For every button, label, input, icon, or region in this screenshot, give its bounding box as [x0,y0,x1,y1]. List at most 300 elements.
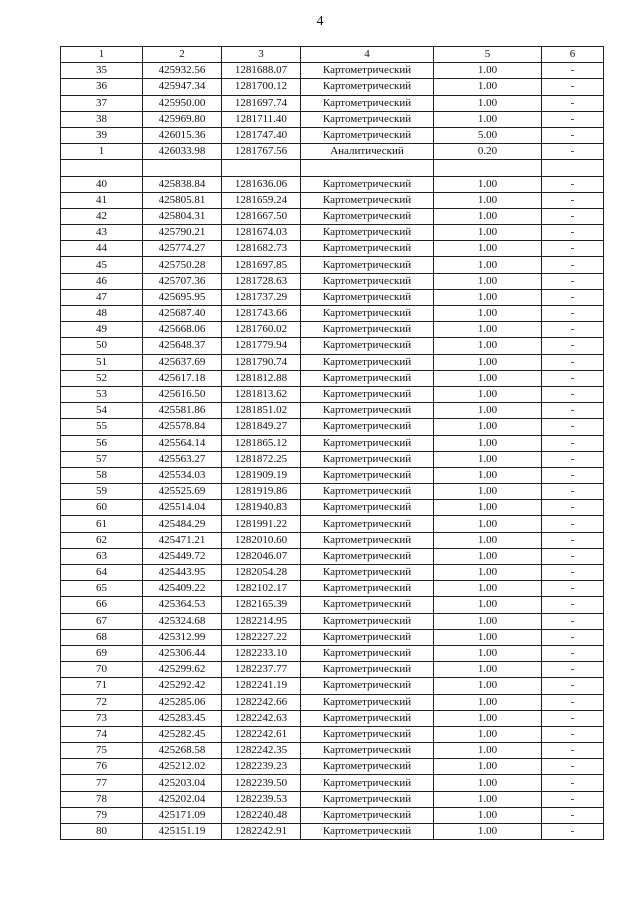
x-coordinate-cell: 425969.80 [143,111,222,127]
x-coordinate-cell: 425409.22 [143,581,222,597]
table-row [61,127,604,143]
method-cell: Картометрический [301,225,434,241]
table-row [61,484,604,500]
table-row [61,289,604,305]
point-number-cell: 36 [61,79,143,95]
method-cell: Картометрический [301,386,434,402]
method-cell: Картометрический [301,370,434,386]
table-row [61,225,604,241]
point-number-cell: 66 [61,597,143,613]
table-row [61,710,604,726]
accuracy-cell: 1.00 [434,79,542,95]
x-coordinate-cell: 425581.86 [143,403,222,419]
point-number-cell: 79 [61,807,143,823]
x-coordinate-cell: 425171.09 [143,807,222,823]
accuracy-cell: 1.00 [434,824,542,840]
note-cell: - [542,694,604,710]
table-row [61,419,604,435]
y-coordinate-cell: 1281636.06 [222,176,301,192]
note-cell: - [542,127,604,143]
point-number-cell: 40 [61,176,143,192]
table-row [61,726,604,742]
table-row [61,160,604,176]
method-cell: Картометрический [301,338,434,354]
y-coordinate-cell: 1281659.24 [222,192,301,208]
method-cell: Картометрический [301,645,434,661]
y-coordinate-cell: 1282242.63 [222,710,301,726]
point-number-cell: 49 [61,322,143,338]
accuracy-cell: 5.00 [434,127,542,143]
note-cell: - [542,743,604,759]
accuracy-cell: 1.00 [434,386,542,402]
x-coordinate-cell: 425449.72 [143,548,222,564]
y-coordinate-cell: 1281711.40 [222,111,301,127]
note-cell: - [542,419,604,435]
table-row [61,629,604,645]
note-cell: - [542,208,604,224]
note-cell: - [542,759,604,775]
x-coordinate-cell [143,160,222,176]
y-coordinate-cell: 1282239.53 [222,791,301,807]
x-coordinate-cell: 425283.45 [143,710,222,726]
note-cell: - [542,678,604,694]
point-number-cell: 56 [61,435,143,451]
accuracy-cell: 1.00 [434,775,542,791]
x-coordinate-cell: 425668.06 [143,322,222,338]
y-coordinate-cell: 1282046.07 [222,548,301,564]
note-cell [542,160,604,176]
accuracy-cell: 1.00 [434,241,542,257]
accuracy-cell: 1.00 [434,403,542,419]
y-coordinate-cell: 1282242.91 [222,824,301,840]
note-cell: - [542,306,604,322]
point-number-cell: 45 [61,257,143,273]
accuracy-cell: 1.00 [434,629,542,645]
method-cell: Картометрический [301,419,434,435]
x-coordinate-cell: 425151.19 [143,824,222,840]
y-coordinate-cell: 1281812.88 [222,370,301,386]
y-coordinate-cell: 1281697.85 [222,257,301,273]
accuracy-cell: 1.00 [434,791,542,807]
accuracy-cell: 1.00 [434,516,542,532]
method-cell: Картометрический [301,95,434,111]
accuracy-cell: 1.00 [434,807,542,823]
table-row [61,662,604,678]
method-cell: Картометрический [301,500,434,516]
accuracy-cell: 1.00 [434,678,542,694]
note-cell: - [542,467,604,483]
note-cell: - [542,354,604,370]
y-coordinate-cell: 1282214.95 [222,613,301,629]
method-cell: Картометрический [301,629,434,645]
method-cell: Картометрический [301,451,434,467]
method-cell: Картометрический [301,273,434,289]
y-coordinate-cell: 1281919.86 [222,484,301,500]
y-coordinate-cell: 1281747.40 [222,127,301,143]
y-coordinate-cell: 1282242.35 [222,743,301,759]
y-coordinate-cell: 1281682.73 [222,241,301,257]
method-cell: Картометрический [301,322,434,338]
x-coordinate-cell: 425804.31 [143,208,222,224]
point-number-cell: 73 [61,710,143,726]
y-coordinate-cell: 1281728.63 [222,273,301,289]
y-coordinate-cell: 1281767.56 [222,144,301,160]
table-row [61,516,604,532]
point-number-cell [61,160,143,176]
x-coordinate-cell: 425838.84 [143,176,222,192]
accuracy-cell: 1.00 [434,548,542,564]
coordinates-table [60,46,604,840]
note-cell: - [542,192,604,208]
note-cell: - [542,370,604,386]
y-coordinate-cell: 1281688.07 [222,63,301,79]
method-cell: Картометрический [301,257,434,273]
table-row [61,678,604,694]
table-row [61,451,604,467]
column-header: 1 [61,47,143,63]
note-cell: - [542,629,604,645]
point-number-cell: 41 [61,192,143,208]
y-coordinate-cell [222,160,301,176]
note-cell: - [542,386,604,402]
accuracy-cell: 1.00 [434,176,542,192]
table-row [61,95,604,111]
y-coordinate-cell: 1281909.19 [222,467,301,483]
note-cell: - [542,257,604,273]
accuracy-cell: 1.00 [434,225,542,241]
note-cell: - [542,613,604,629]
accuracy-cell: 1.00 [434,467,542,483]
y-coordinate-cell: 1282239.50 [222,775,301,791]
x-coordinate-cell: 425578.84 [143,419,222,435]
y-coordinate-cell: 1281790.74 [222,354,301,370]
y-coordinate-cell: 1281760.02 [222,322,301,338]
table-row [61,306,604,322]
accuracy-cell: 1.00 [434,63,542,79]
point-number-cell: 55 [61,419,143,435]
table-row [61,273,604,289]
method-cell: Картометрический [301,208,434,224]
table-row [61,565,604,581]
y-coordinate-cell: 1282165.39 [222,597,301,613]
table-row [61,581,604,597]
note-cell: - [542,338,604,354]
note-cell: - [542,273,604,289]
x-coordinate-cell: 425617.18 [143,370,222,386]
header-row [61,47,604,63]
x-coordinate-cell: 425950.00 [143,95,222,111]
note-cell: - [542,225,604,241]
x-coordinate-cell: 425312.99 [143,629,222,645]
method-cell: Картометрический [301,241,434,257]
accuracy-cell: 1.00 [434,354,542,370]
note-cell: - [542,791,604,807]
table-row [61,79,604,95]
column-header: 6 [542,47,604,63]
method-cell: Картометрический [301,532,434,548]
table-row [61,759,604,775]
x-coordinate-cell: 425306.44 [143,645,222,661]
y-coordinate-cell: 1281743.66 [222,306,301,322]
method-cell: Картометрический [301,289,434,305]
accuracy-cell: 1.00 [434,95,542,111]
table-row [61,144,604,160]
method-cell: Картометрический [301,824,434,840]
y-coordinate-cell: 1282240.48 [222,807,301,823]
accuracy-cell: 1.00 [434,192,542,208]
x-coordinate-cell: 425790.21 [143,225,222,241]
y-coordinate-cell: 1282237.77 [222,662,301,678]
y-coordinate-cell: 1281737.29 [222,289,301,305]
point-number-cell: 54 [61,403,143,419]
note-cell: - [542,548,604,564]
accuracy-cell [434,160,542,176]
x-coordinate-cell: 425695.95 [143,289,222,305]
accuracy-cell: 0.20 [434,144,542,160]
note-cell: - [542,532,604,548]
x-coordinate-cell: 425648.37 [143,338,222,354]
x-coordinate-cell: 425484.29 [143,516,222,532]
accuracy-cell: 1.00 [434,726,542,742]
point-number-cell: 63 [61,548,143,564]
accuracy-cell: 1.00 [434,565,542,581]
table-row [61,370,604,386]
point-number-cell: 47 [61,289,143,305]
x-coordinate-cell: 425299.62 [143,662,222,678]
method-cell: Картометрический [301,516,434,532]
accuracy-cell: 1.00 [434,532,542,548]
point-number-cell: 71 [61,678,143,694]
note-cell: - [542,484,604,500]
y-coordinate-cell: 1282010.60 [222,532,301,548]
table-body [61,63,604,840]
x-coordinate-cell: 425564.14 [143,435,222,451]
note-cell: - [542,451,604,467]
table-row [61,613,604,629]
table-row [61,111,604,127]
accuracy-cell: 1.00 [434,419,542,435]
column-header: 3 [222,47,301,63]
method-cell: Картометрический [301,192,434,208]
method-cell: Картометрический [301,807,434,823]
accuracy-cell: 1.00 [434,273,542,289]
point-number-cell: 67 [61,613,143,629]
x-coordinate-cell: 425443.95 [143,565,222,581]
y-coordinate-cell: 1282239.23 [222,759,301,775]
x-coordinate-cell: 425707.36 [143,273,222,289]
note-cell: - [542,95,604,111]
point-number-cell: 53 [61,386,143,402]
column-header: 5 [434,47,542,63]
method-cell: Картометрический [301,791,434,807]
note-cell: - [542,111,604,127]
y-coordinate-cell: 1281851.02 [222,403,301,419]
y-coordinate-cell: 1281872.25 [222,451,301,467]
x-coordinate-cell: 425202.04 [143,791,222,807]
point-number-cell: 44 [61,241,143,257]
x-coordinate-cell: 425212.02 [143,759,222,775]
note-cell: - [542,144,604,160]
point-number-cell: 69 [61,645,143,661]
accuracy-cell: 1.00 [434,662,542,678]
point-number-cell: 58 [61,467,143,483]
x-coordinate-cell: 425324.68 [143,613,222,629]
accuracy-cell: 1.00 [434,597,542,613]
method-cell: Картометрический [301,678,434,694]
note-cell: - [542,581,604,597]
y-coordinate-cell: 1282227.22 [222,629,301,645]
x-coordinate-cell: 425203.04 [143,775,222,791]
point-number-cell: 61 [61,516,143,532]
table-row [61,694,604,710]
accuracy-cell: 1.00 [434,208,542,224]
point-number-cell: 51 [61,354,143,370]
x-coordinate-cell: 425616.50 [143,386,222,402]
point-number-cell: 52 [61,370,143,386]
table-row [61,63,604,79]
method-cell: Картометрический [301,111,434,127]
accuracy-cell: 1.00 [434,306,542,322]
point-number-cell: 59 [61,484,143,500]
x-coordinate-cell: 426033.98 [143,144,222,160]
x-coordinate-cell: 426015.36 [143,127,222,143]
method-cell: Картометрический [301,354,434,370]
column-header: 4 [301,47,434,63]
table-header [61,47,604,63]
point-number-cell: 68 [61,629,143,645]
table-row [61,241,604,257]
accuracy-cell: 1.00 [434,581,542,597]
page-number: 4 [316,14,324,29]
table-row [61,467,604,483]
y-coordinate-cell: 1282242.66 [222,694,301,710]
y-coordinate-cell: 1282102.17 [222,581,301,597]
point-number-cell: 48 [61,306,143,322]
note-cell: - [542,403,604,419]
x-coordinate-cell: 425687.40 [143,306,222,322]
point-number-cell: 57 [61,451,143,467]
y-coordinate-cell: 1281700.12 [222,79,301,95]
table-row [61,532,604,548]
point-number-cell: 1 [61,144,143,160]
x-coordinate-cell: 425534.03 [143,467,222,483]
point-number-cell: 80 [61,824,143,840]
accuracy-cell: 1.00 [434,743,542,759]
table-row [61,338,604,354]
x-coordinate-cell: 425774.27 [143,241,222,257]
point-number-cell: 64 [61,565,143,581]
note-cell: - [542,176,604,192]
method-cell: Картометрический [301,467,434,483]
method-cell: Аналитический [301,144,434,160]
method-cell: Картометрический [301,759,434,775]
method-cell: Картометрический [301,484,434,500]
note-cell: - [542,824,604,840]
x-coordinate-cell: 425471.21 [143,532,222,548]
point-number-cell: 77 [61,775,143,791]
method-cell: Картометрический [301,662,434,678]
note-cell: - [542,726,604,742]
table-row [61,807,604,823]
accuracy-cell: 1.00 [434,500,542,516]
point-number-cell: 37 [61,95,143,111]
accuracy-cell: 1.00 [434,322,542,338]
note-cell: - [542,710,604,726]
y-coordinate-cell: 1281697.74 [222,95,301,111]
table-row [61,386,604,402]
accuracy-cell: 1.00 [434,435,542,451]
point-number-cell: 62 [61,532,143,548]
y-coordinate-cell: 1281813.62 [222,386,301,402]
accuracy-cell: 1.00 [434,111,542,127]
method-cell: Картометрический [301,775,434,791]
x-coordinate-cell: 425563.27 [143,451,222,467]
note-cell: - [542,289,604,305]
x-coordinate-cell: 425364.53 [143,597,222,613]
table-row [61,500,604,516]
method-cell: Картометрический [301,127,434,143]
table-row [61,192,604,208]
note-cell: - [542,597,604,613]
table-row [61,403,604,419]
note-cell: - [542,63,604,79]
point-number-cell: 70 [61,662,143,678]
column-header: 2 [143,47,222,63]
note-cell: - [542,565,604,581]
note-cell: - [542,662,604,678]
table-row [61,775,604,791]
y-coordinate-cell: 1281674.03 [222,225,301,241]
accuracy-cell: 1.00 [434,613,542,629]
x-coordinate-cell: 425525.69 [143,484,222,500]
method-cell: Картометрический [301,694,434,710]
x-coordinate-cell: 425282.45 [143,726,222,742]
accuracy-cell: 1.00 [434,257,542,273]
x-coordinate-cell: 425514.04 [143,500,222,516]
point-number-cell: 60 [61,500,143,516]
method-cell [301,160,434,176]
accuracy-cell: 1.00 [434,451,542,467]
y-coordinate-cell: 1282233.10 [222,645,301,661]
method-cell: Картометрический [301,176,434,192]
y-coordinate-cell: 1282054.28 [222,565,301,581]
table-row [61,791,604,807]
y-coordinate-cell: 1281940.83 [222,500,301,516]
x-coordinate-cell: 425285.06 [143,694,222,710]
table-row [61,354,604,370]
x-coordinate-cell: 425932.56 [143,63,222,79]
y-coordinate-cell: 1282242.61 [222,726,301,742]
method-cell: Картометрический [301,613,434,629]
accuracy-cell: 1.00 [434,645,542,661]
table-row [61,743,604,759]
method-cell: Картометрический [301,710,434,726]
accuracy-cell: 1.00 [434,370,542,386]
method-cell: Картометрический [301,79,434,95]
note-cell: - [542,322,604,338]
x-coordinate-cell: 425805.81 [143,192,222,208]
method-cell: Картометрический [301,726,434,742]
accuracy-cell: 1.00 [434,710,542,726]
note-cell: - [542,807,604,823]
table-row [61,322,604,338]
y-coordinate-cell: 1281991.22 [222,516,301,532]
y-coordinate-cell: 1281667.50 [222,208,301,224]
table-row [61,176,604,192]
y-coordinate-cell: 1281865.12 [222,435,301,451]
x-coordinate-cell: 425750.28 [143,257,222,273]
accuracy-cell: 1.00 [434,484,542,500]
